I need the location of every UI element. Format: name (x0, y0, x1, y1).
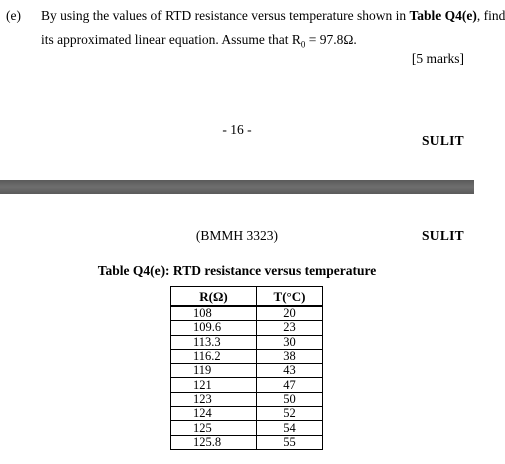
table-header-row (171, 287, 323, 307)
temperature-cell: 52 (257, 407, 323, 421)
resistance-cell: 125.8 (171, 435, 257, 449)
table-row (171, 435, 323, 449)
question-text-line-2 (41, 32, 357, 50)
question-text-end: , find (476, 8, 505, 23)
marks-label: [5 marks] (411, 51, 464, 66)
question-label: (e) (6, 8, 21, 23)
resistance-cell: 108 (171, 306, 257, 321)
question-text-value: = 97.8Ω. (305, 32, 357, 47)
resistance-cell: 116.2 (171, 349, 257, 363)
course-code: (BMMH 3323) (195, 228, 279, 243)
resistance-cell: 124 (171, 407, 257, 421)
table-row (171, 421, 323, 435)
temperature-cell: 47 (257, 378, 323, 392)
table-row (171, 378, 323, 392)
table-row (171, 349, 323, 363)
resistance-cell: 125 (171, 421, 257, 435)
table-row (171, 364, 323, 378)
table-row (171, 321, 323, 335)
temperature-cell: 54 (257, 421, 323, 435)
temperature-cell: 20 (257, 306, 323, 321)
resistance-cell: 109.6 (171, 321, 257, 335)
footer-classification: SULIT (421, 133, 464, 148)
header-classification: SULIT (421, 228, 464, 243)
column-header-resistance: R(Ω) (171, 287, 257, 307)
rtd-table (170, 286, 323, 450)
resistance-cell: 119 (171, 364, 257, 378)
table-row (171, 306, 323, 321)
question-text-assume: its approximated linear equation. Assume that R (41, 32, 301, 47)
resistance-cell: 121 (171, 378, 257, 392)
subscript-zero: 0 (300, 39, 306, 50)
temperature-cell: 55 (257, 435, 323, 449)
temperature-cell: 50 (257, 392, 323, 406)
table-title: Table Q4(e): RTD resistance versus temperature (97, 263, 377, 278)
table-row (171, 407, 323, 421)
table-row (171, 392, 323, 406)
resistance-cell: 113.3 (171, 335, 257, 349)
table-reference: Table Q4(e) (409, 8, 477, 23)
temperature-cell: 30 (257, 335, 323, 349)
table-row (171, 335, 323, 349)
temperature-cell: 23 (257, 321, 323, 335)
temperature-cell: 38 (257, 349, 323, 363)
column-header-temperature: T(°C) (257, 287, 323, 307)
question-text-start: By using the values of RTD resistance versus temperature shown in (41, 8, 410, 23)
resistance-cell: 123 (171, 392, 257, 406)
page-divider (0, 180, 474, 194)
question-text-line-1 (41, 8, 505, 24)
temperature-cell: 43 (257, 364, 323, 378)
page-number: - 16 - (222, 122, 252, 137)
